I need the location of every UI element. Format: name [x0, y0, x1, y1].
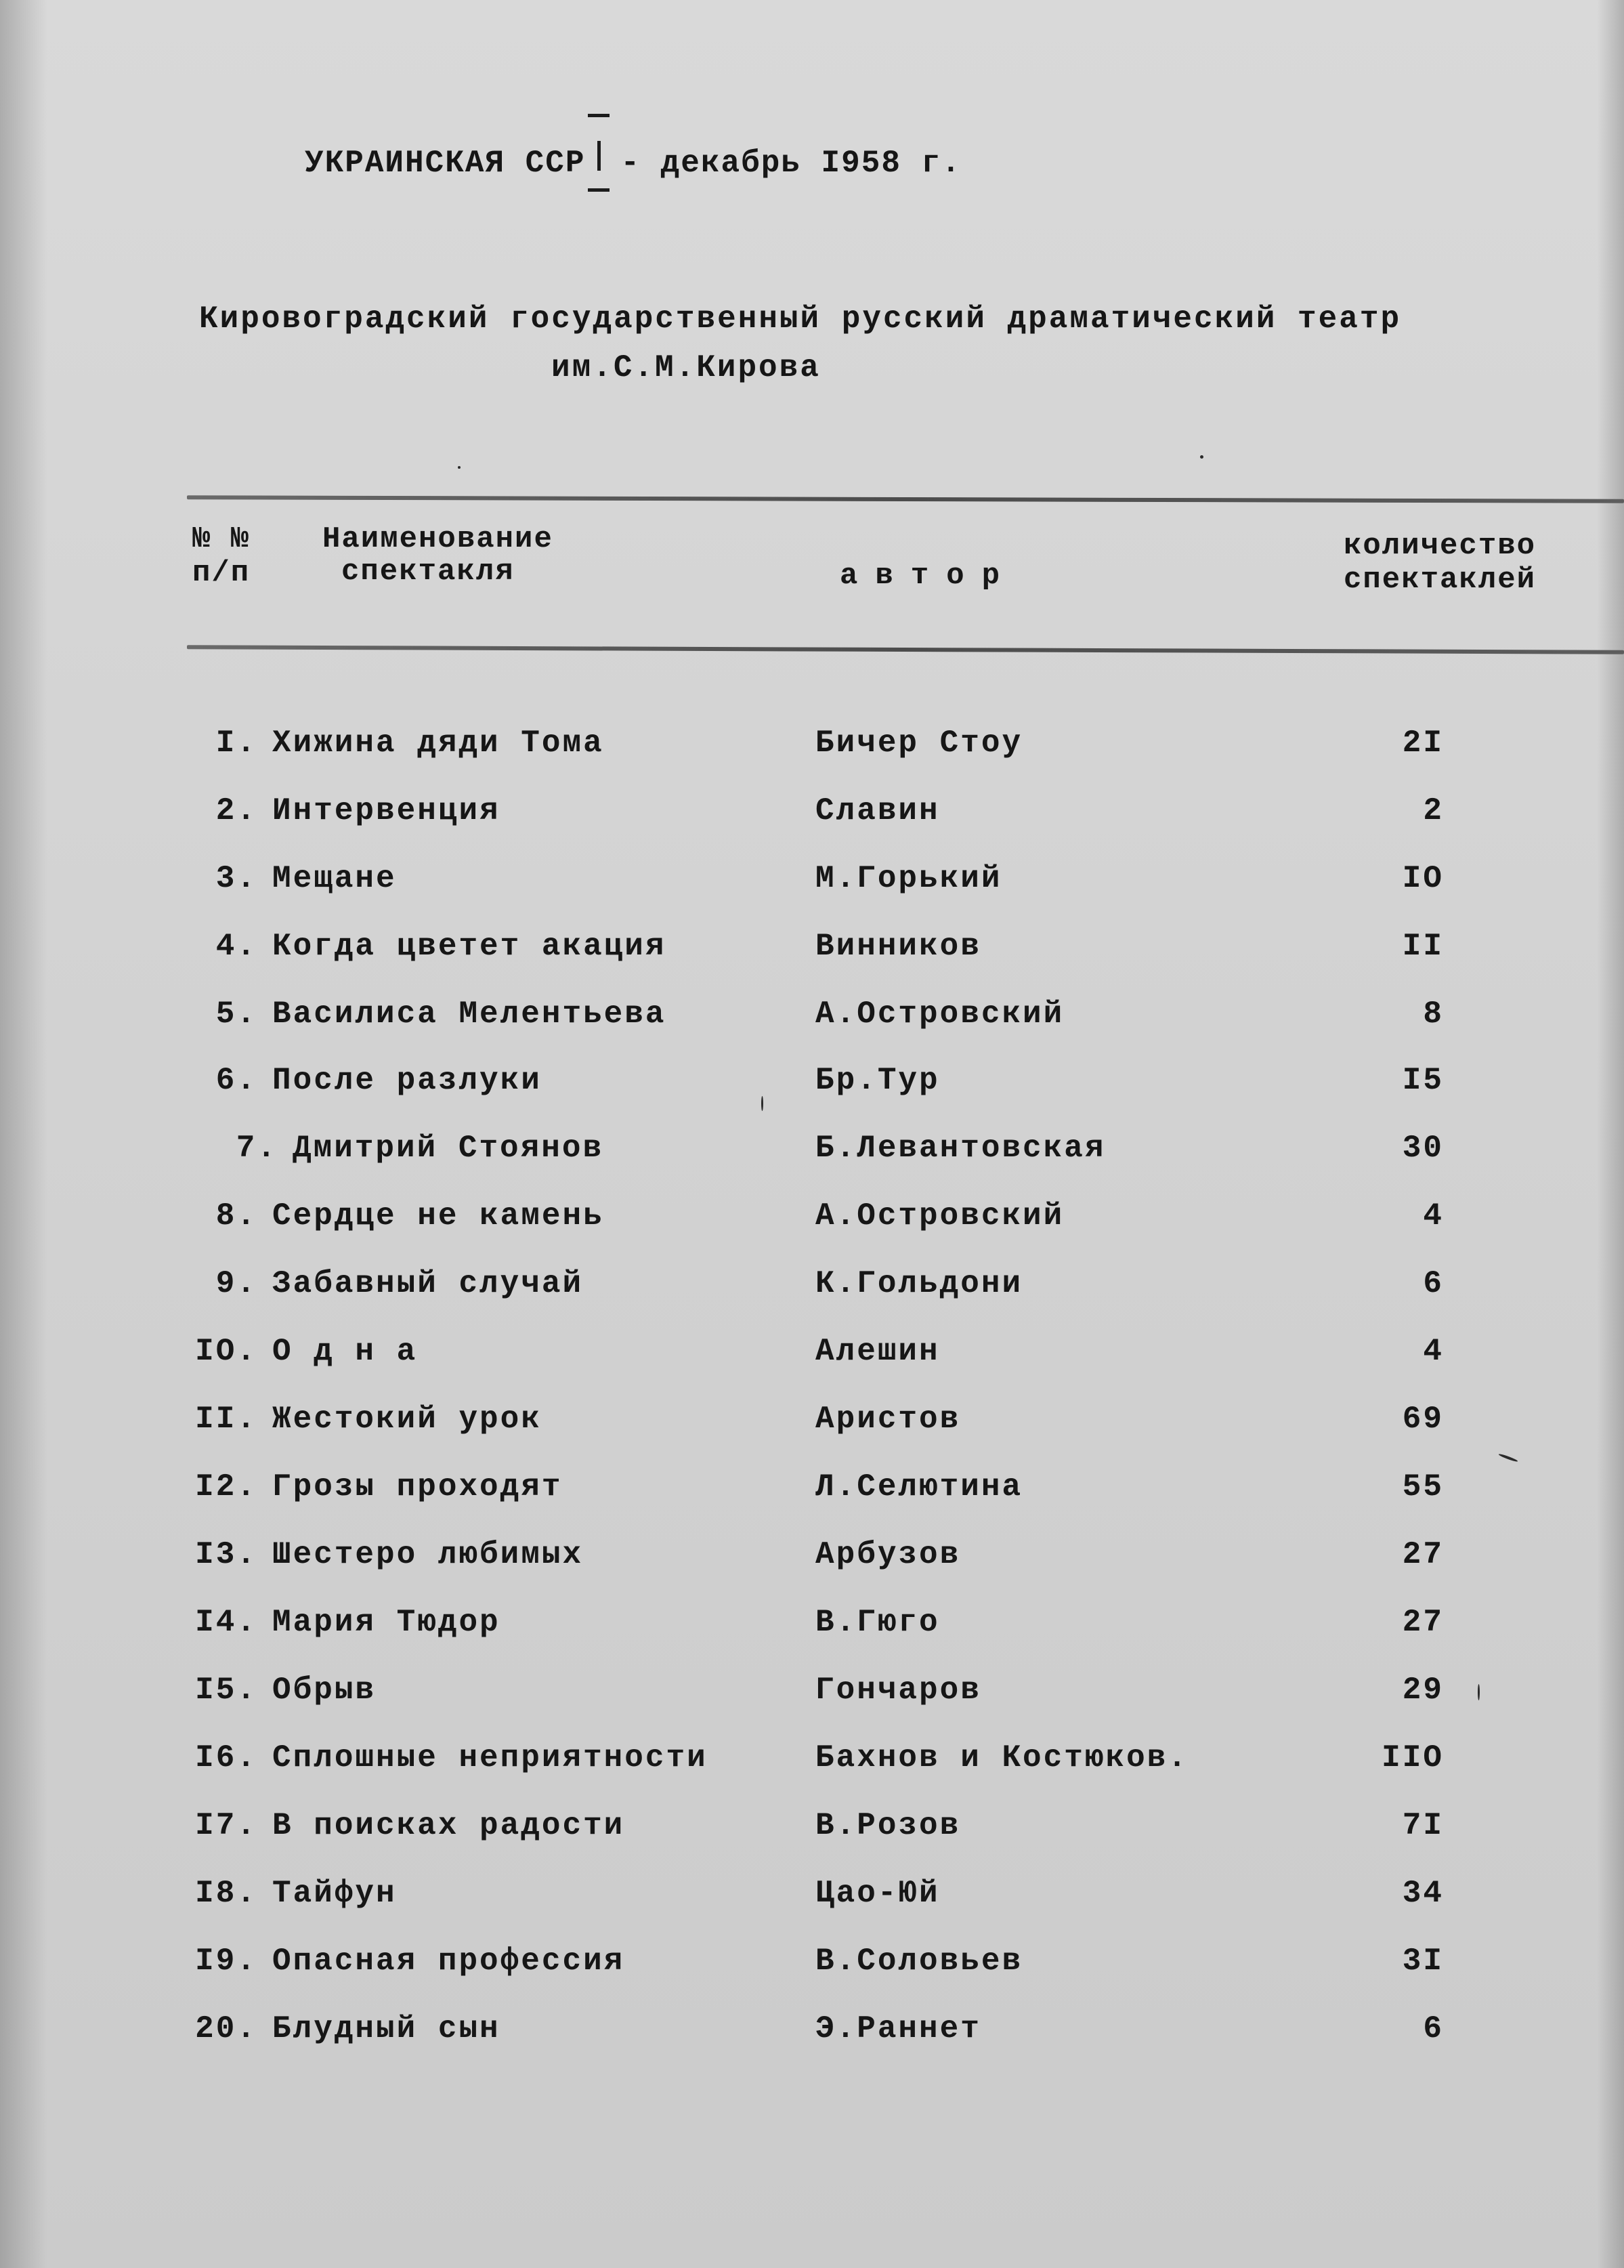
table-row [0, 1200, 1624, 1241]
table-row [0, 931, 1624, 971]
row-author: Бр.Тур [815, 1063, 940, 1098]
row-title: Грозы проходят [272, 1469, 563, 1505]
table-row [0, 1133, 1624, 1173]
row-count: 4 [1423, 1334, 1444, 1369]
row-title: О д н а [272, 1334, 418, 1369]
row-count: 3I [1402, 1944, 1444, 1979]
row-author: Алешин [815, 1334, 940, 1369]
row-author: К.Гольдони [815, 1266, 1023, 1301]
row-count: 29 [1402, 1673, 1444, 1708]
row-number: 3. [215, 861, 257, 896]
row-title: После разлуки [272, 1063, 542, 1098]
scan-speck [761, 1096, 763, 1111]
table-row [0, 1065, 1624, 1106]
table-row [0, 795, 1624, 836]
table-row [0, 2013, 1624, 2054]
row-title: Шестеро любимых [272, 1537, 584, 1572]
table-row [0, 1675, 1624, 1715]
row-number: 7. [236, 1131, 278, 1166]
document-header [305, 148, 962, 179]
row-number: 8. [215, 1198, 257, 1234]
row-count: 55 [1402, 1469, 1444, 1505]
row-number: 20. [195, 2011, 257, 2046]
row-author: М.Горький [815, 861, 1002, 896]
row-title: Сердце не камень [272, 1198, 604, 1234]
table-row [0, 1878, 1624, 1918]
row-number: 9. [215, 1266, 257, 1301]
row-number: I2. [195, 1469, 257, 1505]
row-author: Л.Селютина [815, 1469, 1023, 1505]
table-header-bottom-rule [187, 645, 1624, 654]
row-count: 34 [1402, 1876, 1444, 1911]
row-count: 27 [1402, 1605, 1444, 1640]
column-header-count: количество [1344, 529, 1537, 563]
row-author: Славин [815, 793, 940, 828]
row-number: 2. [215, 793, 257, 828]
row-title: Тайфун [272, 1876, 397, 1911]
table-row [0, 996, 1624, 1039]
column-header-author: автор [840, 559, 1018, 593]
table-row [0, 1539, 1624, 1580]
row-number: 5. [215, 996, 257, 1032]
scan-speck [1200, 455, 1203, 459]
column-header-title-sub: спектакля [341, 555, 515, 589]
row-count: 2I [1402, 726, 1444, 761]
theatre-name: Кировоградский государственный русский драматический театр [199, 301, 1402, 337]
column-header-number: № № [192, 522, 251, 556]
column-header-title: Наименование [322, 522, 553, 556]
row-title: Сплошные неприятности [272, 1740, 708, 1776]
row-title: Мария Тюдор [272, 1605, 500, 1640]
row-title: Дмитрий Стоянов [293, 1131, 604, 1166]
row-author: А.Островский [815, 996, 1065, 1032]
table-row [0, 1336, 1624, 1377]
row-author: Цао-Юй [815, 1876, 940, 1911]
row-count: 6 [1423, 2011, 1444, 2046]
row-number: I4. [195, 1605, 257, 1640]
row-author: Арбузов [815, 1537, 961, 1572]
row-title: Когда цветет акация [272, 929, 666, 964]
row-number: IO. [195, 1334, 257, 1369]
table-row [0, 728, 1624, 768]
row-author: А.Островский [815, 1198, 1065, 1234]
table-top-rule [187, 495, 1624, 503]
row-author: Э.Раннет [815, 2011, 981, 2046]
row-number: I3. [195, 1537, 257, 1572]
row-author: Бахнов и Костюков. [815, 1740, 1189, 1776]
row-number: II. [195, 1402, 257, 1437]
row-number: 6. [215, 1063, 257, 1098]
table-row [0, 1471, 1624, 1512]
row-count: II [1402, 929, 1444, 964]
table-row [0, 1742, 1624, 1783]
row-title: Обрыв [272, 1673, 377, 1708]
row-count: 6 [1423, 1266, 1444, 1301]
theatre-named-after: им.С.М.Кирова [551, 350, 821, 385]
scan-speck [458, 466, 461, 469]
row-author: Гончаров [815, 1673, 981, 1708]
row-author: В.Соловьев [815, 1944, 1023, 1979]
row-author: Б.Левантовская [815, 1131, 1106, 1166]
row-title: Жестокий урок [272, 1402, 542, 1437]
table-row [0, 1404, 1624, 1444]
row-number: I5. [195, 1673, 257, 1708]
row-count: IO [1402, 861, 1444, 896]
row-number: I. [215, 726, 257, 761]
scan-speck [1498, 1453, 1518, 1463]
row-author: Винников [815, 929, 981, 964]
row-title: В поисках радости [272, 1808, 625, 1843]
column-header-number-sub: п/п [192, 556, 251, 590]
row-title: Блудный сын [272, 2011, 500, 2046]
row-count: I5 [1402, 1063, 1444, 1098]
row-count: 69 [1402, 1402, 1444, 1437]
table-row [0, 1946, 1624, 1986]
table-row [0, 1268, 1624, 1309]
row-title: Опасная профессия [272, 1944, 625, 1979]
row-title: Василиса Мелентьева [272, 996, 666, 1032]
row-number: I7. [195, 1808, 257, 1843]
row-author: В.Розов [815, 1808, 961, 1843]
row-number: I6. [195, 1740, 257, 1776]
row-count: 4 [1423, 1198, 1444, 1234]
row-author: В.Гюго [815, 1605, 940, 1640]
table-row [0, 1607, 1624, 1647]
column-header-count-sub: спектаклей [1344, 563, 1537, 597]
row-title: Хижина дяди Тома [272, 726, 604, 761]
row-number: I9. [195, 1944, 257, 1979]
scan-speck [1478, 1684, 1480, 1700]
row-title: Забавный случай [272, 1266, 584, 1301]
row-title: Мещане [272, 861, 397, 896]
republic-label: УКРАИНСКАЯ ССР [305, 146, 586, 181]
row-number: I8. [195, 1876, 257, 1911]
row-count: 7I [1402, 1808, 1444, 1843]
period-label: - декабрь I958 г. [620, 146, 962, 181]
row-author: Бичер Стоу [815, 726, 1023, 761]
table-row [0, 863, 1624, 904]
row-count: IIO [1382, 1740, 1444, 1776]
table-row [0, 1810, 1624, 1851]
row-author: Аристов [815, 1402, 961, 1437]
row-number: 4. [215, 929, 257, 964]
handwritten-roman-numeral-mark [586, 108, 611, 196]
row-count: 2 [1423, 793, 1444, 828]
row-count: 8 [1423, 996, 1444, 1032]
row-count: 30 [1402, 1131, 1444, 1166]
row-count: 27 [1402, 1537, 1444, 1572]
row-title: Интервенция [272, 793, 500, 828]
